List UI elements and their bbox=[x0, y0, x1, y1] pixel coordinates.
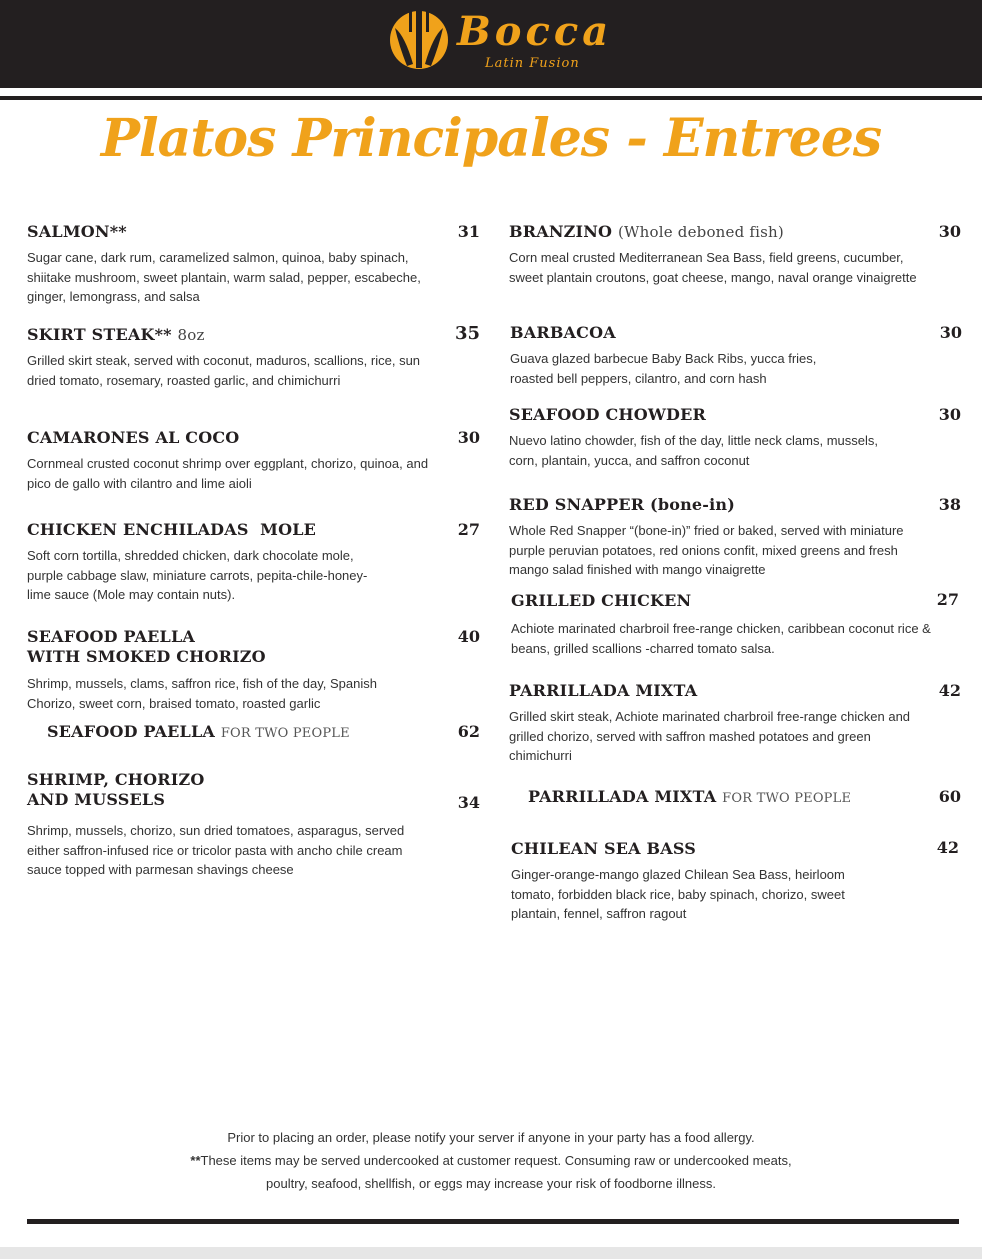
top-divider bbox=[0, 96, 982, 100]
page-edge bbox=[0, 1247, 982, 1259]
item-name: CHILEAN SEA BASS bbox=[511, 839, 697, 858]
item-name: PARRILLADA MIXTA bbox=[509, 681, 698, 700]
item-description: Grilled skirt steak, served with coconut, maduros, scallions, rice, sun dried tomato, rosemary, roasted garlic, and chimichurri bbox=[27, 353, 421, 388]
item-description: Soft corn tortilla, shredded chicken, dark chocolate mole, purple cabbage slaw, miniature carrots, pepita-chile-honey-lime sauce (Mole may contain nuts). bbox=[27, 548, 368, 602]
item-description: Whole Red Snapper “(bone-in)” fried or baked, served with miniature purple peruvian potatoes, red onions confit, mixed greens and fresh mango salad finished with mango vinaigrette bbox=[509, 523, 904, 577]
menu-item-branzino bbox=[509, 222, 919, 287]
allergy-notice-line2: These items may be served undercooked at customer request. Consuming raw or undercooked meats, bbox=[200, 1153, 792, 1168]
allergy-notice-line3: poultry, seafood, shellfish, or eggs may increase your risk of foodborne illness. bbox=[266, 1176, 716, 1191]
item-description: Achiote marinated charbroil free-range chicken, caribbean coconut rice & beans, grilled scallions -charred tomato salsa. bbox=[511, 621, 931, 656]
item-name: GRILLED CHICKEN bbox=[511, 591, 692, 610]
page-title: Platos Principales - Entrees bbox=[100, 108, 882, 169]
item-price: 30 bbox=[938, 405, 961, 424]
menu-item-enchiladas bbox=[27, 520, 368, 605]
menu-item-skirt-steak bbox=[27, 325, 437, 390]
item-price: 34 bbox=[457, 793, 480, 812]
item-name: CAMARONES AL COCO bbox=[27, 428, 240, 447]
item-note: FOR TWO PEOPLE bbox=[220, 726, 350, 741]
menu-item-barbacoa bbox=[510, 323, 840, 388]
item-price: 31 bbox=[457, 222, 480, 241]
item-description: Shrimp, mussels, chorizo, sun dried tomatoes, asparagus, served either saffron-infused rice or tricolor pasta with ancho chile cream sauce topped with parmesan shavings cheese bbox=[27, 823, 405, 877]
item-price: 27 bbox=[936, 590, 959, 609]
item-name: SKIRT STEAK** bbox=[27, 325, 172, 344]
item-description: Ginger-orange-mango glazed Chilean Sea Bass, heirloom tomato, forbidden black rice, baby spinach, chorizo, sweet plantain, fennel, saffron ragout bbox=[511, 867, 845, 921]
item-description: Cornmeal crusted coconut shrimp over eggplant, chorizo, quinoa, and pico de gallo with cilantro and lime aioli bbox=[27, 456, 429, 491]
item-description: Guava glazed barbecue Baby Back Ribs, yucca fries, roasted bell peppers, cilantro, and corn hash bbox=[510, 351, 817, 386]
item-price: 27 bbox=[457, 520, 480, 539]
item-name: SEAFOOD CHOWDER bbox=[509, 405, 706, 424]
item-price: 40 bbox=[457, 627, 480, 646]
item-name-line1: SEAFOOD PAELLA bbox=[27, 627, 196, 646]
menu-item-parrillada-for-two bbox=[528, 787, 908, 809]
item-name-line2: WITH SMOKED CHORIZO bbox=[27, 647, 266, 666]
item-name-line2: AND MUSSELS bbox=[27, 790, 166, 809]
item-description: Sugar cane, dark rum, caramelized salmon, quinoa, baby spinach, shiitake mushroom, sweet plantain, warm salad, pepper, escabeche, ginger, lemongrass, and salsa bbox=[27, 250, 421, 304]
item-price: 38 bbox=[938, 495, 961, 514]
menu-item-parrillada-mixta bbox=[509, 681, 919, 766]
menu-item-seafood-chowder bbox=[509, 405, 909, 470]
item-price: 42 bbox=[938, 681, 961, 700]
item-name: RED SNAPPER (bone-in) bbox=[509, 495, 736, 514]
menu-item-shrimp-chorizo bbox=[27, 770, 437, 880]
brand-name: Bocca bbox=[457, 8, 613, 55]
item-price: 30 bbox=[939, 323, 962, 342]
item-description: Grilled skirt steak, Achiote marinated charbroil free-range chicken and grilled chorizo, served with saffron mashed potatoes and green chimichurri bbox=[509, 709, 911, 763]
menu-item-seafood-paella bbox=[27, 627, 427, 713]
item-price: 42 bbox=[936, 838, 959, 857]
brand-tagline: Latin Fusion bbox=[485, 56, 580, 71]
item-price: 60 bbox=[938, 787, 961, 806]
bocca-logo bbox=[387, 6, 627, 76]
item-note: (Whole deboned fish) bbox=[617, 223, 784, 241]
header-band bbox=[0, 0, 982, 88]
item-price: 35 bbox=[454, 323, 480, 344]
item-name: CHICKEN ENCHILADAS MOLE bbox=[27, 520, 317, 539]
item-name-line1: SHRIMP, CHORIZO bbox=[27, 770, 205, 789]
item-name: SEAFOOD PAELLA bbox=[47, 722, 216, 741]
menu-item-red-snapper bbox=[509, 495, 929, 580]
item-price: 30 bbox=[457, 428, 480, 447]
item-name: BARBACOA bbox=[510, 323, 616, 342]
bottom-divider bbox=[27, 1219, 959, 1224]
fork-knife-logo-icon bbox=[387, 6, 451, 72]
allergy-notice-line1: Prior to placing an order, please notify your server if anyone in your party has a food allergy. bbox=[227, 1130, 755, 1145]
item-note: 8oz bbox=[177, 326, 205, 344]
menu-item-paella-for-two bbox=[47, 722, 427, 744]
item-price: 30 bbox=[938, 222, 961, 241]
item-description: Nuevo latino chowder, fish of the day, little neck clams, mussels, corn, plantain, yucca, and saffron coconut bbox=[509, 433, 878, 468]
item-name: BRANZINO bbox=[509, 222, 613, 241]
item-price: 62 bbox=[457, 722, 480, 741]
item-description: Corn meal crusted Mediterranean Sea Bass, field greens, cucumber, sweet plantain croutons, goat cheese, mango, naval orange vinaigrette bbox=[509, 250, 917, 285]
menu-item-salmon bbox=[27, 222, 437, 307]
menu-item-grilled-chicken bbox=[511, 591, 931, 658]
menu-item-camarones bbox=[27, 428, 437, 493]
item-description: Shrimp, mussels, clams, saffron rice, fish of the day, Spanish Chorizo, sweet corn, braised tomato, roasted garlic bbox=[27, 676, 377, 711]
menu-item-chilean-sea-bass bbox=[511, 839, 881, 924]
item-name: PARRILLADA MIXTA bbox=[528, 787, 717, 806]
allergy-notice bbox=[0, 1126, 982, 1195]
item-note: FOR TWO PEOPLE bbox=[722, 791, 852, 806]
item-name: SALMON** bbox=[27, 222, 127, 241]
asterisk-mark: ** bbox=[190, 1153, 201, 1168]
